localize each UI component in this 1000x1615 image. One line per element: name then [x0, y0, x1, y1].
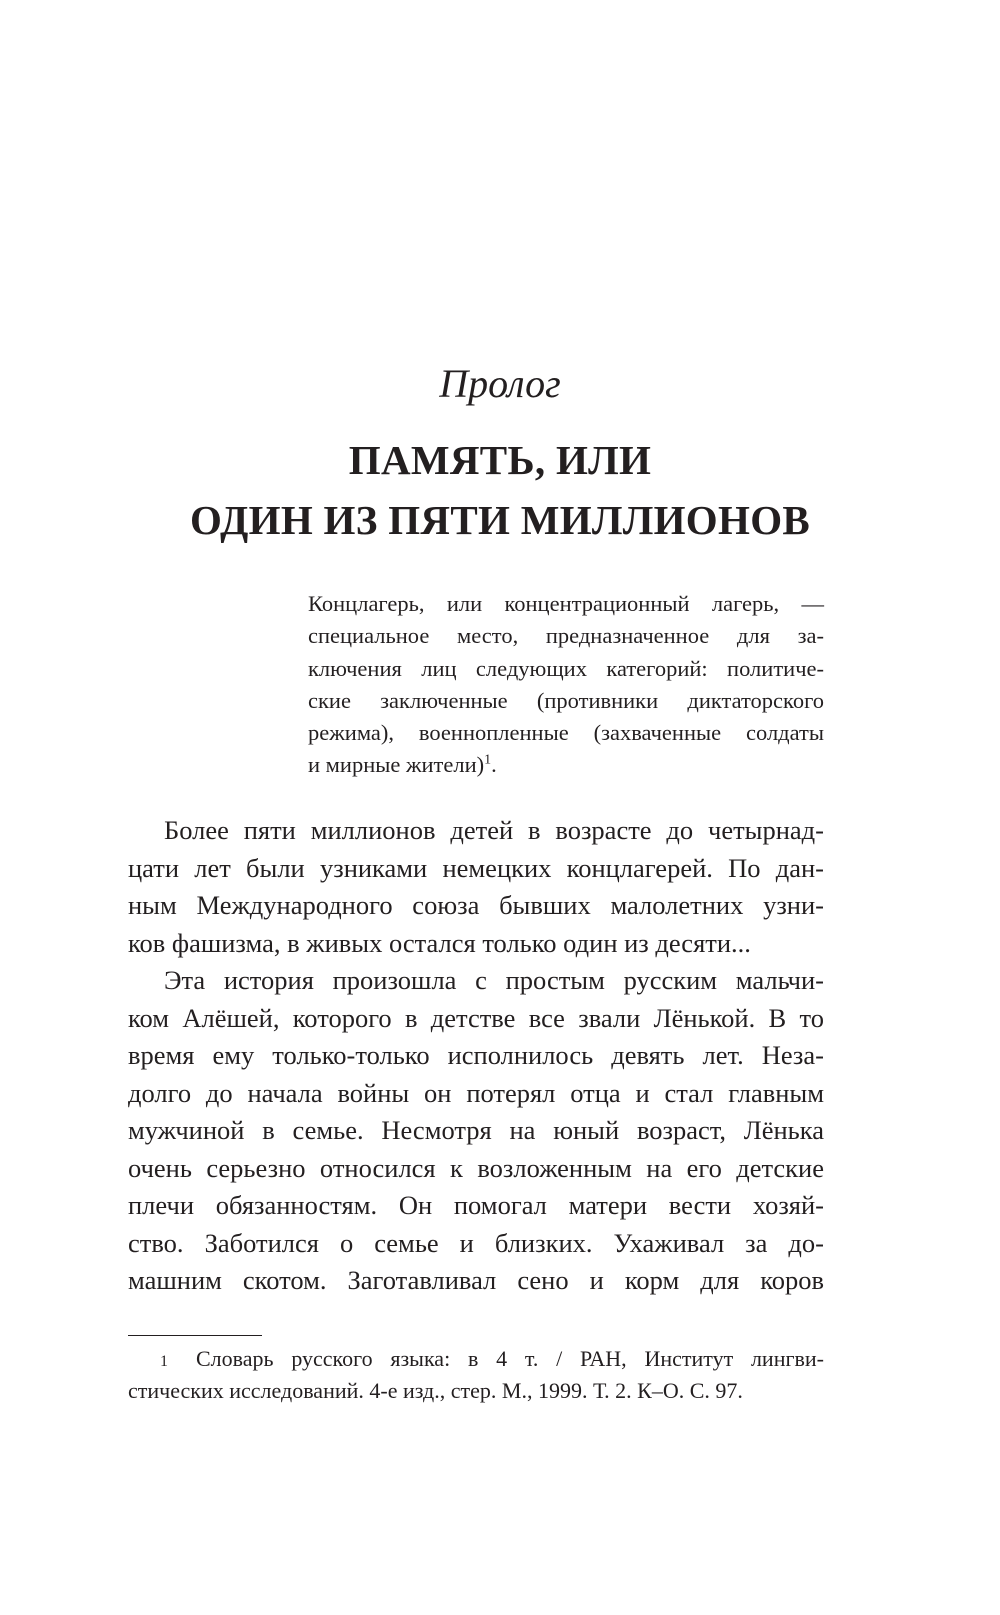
footnote-divider: [128, 1335, 262, 1336]
chapter-title-line: ПАМЯТЬ, ИЛИ: [348, 437, 652, 483]
epigraph-line: ключения лиц следующих категорий: политиче-: [308, 655, 824, 681]
footnote: [128, 1343, 824, 1406]
body-line: Более пяти миллионов детей в возрасте до четырнад-: [164, 815, 824, 845]
body-line: ков фашизма, в живых остался только один из десяти...: [128, 927, 751, 958]
epigraph-line: специальное место, предназначенное для за-: [308, 623, 824, 649]
body-line: ным Международного союза бывших малолетних узни-: [128, 890, 824, 920]
body-text: [128, 812, 824, 1300]
chapter-kicker: Пролог: [439, 361, 561, 406]
epigraph-line: Концлагерь, или концентрационный лагерь, —: [308, 591, 824, 616]
epigraph-line-text: и мирные жители): [308, 752, 485, 778]
body-line: цати лет были узниками немецких концлагерей. По дан-: [128, 852, 824, 883]
footnote-reference[interactable]: 1: [484, 752, 492, 768]
epigraph-end-punct: .: [491, 752, 497, 778]
footnote-first-line: [128, 1343, 824, 1375]
body-line: Эта история произошла с простым русским мальчи-: [164, 965, 824, 995]
body-line: мужчиной в семье. Несмотря на юный возраст, Лёнька: [128, 1115, 824, 1145]
epigraph-line: режима), военнопленные (захваченные солдаты: [308, 720, 824, 746]
epigraph-last-line: [308, 749, 824, 781]
body-line: машним скотом. Заготавливал сено и корм для коров: [128, 1265, 824, 1295]
body-line: плечи обязанностям. Он помогал матери вести хозяй-: [128, 1190, 824, 1220]
footnote-line: стических исследований. 4-е изд., стер. М., 1999. Т. 2. К–О. С. 97.: [128, 1378, 743, 1403]
chapter-title: [0, 430, 1000, 550]
epigraph: [308, 588, 824, 782]
footnote-number: 1: [160, 1353, 168, 1370]
body-line: ком Алёшей, которого в детстве все звали Лёнькой. В то: [128, 1002, 824, 1033]
chapter-title-line: ОДИН ИЗ ПЯТИ МИЛЛИОНОВ: [189, 497, 811, 543]
body-line: очень серьезно относился к возложенным на его детские: [128, 1152, 824, 1183]
footnote-line: Словарь русского языка: в 4 т. / РАН, Институт лингви-: [196, 1346, 824, 1371]
body-line: долго до начала войны он потерял отца и стал главным: [128, 1077, 824, 1108]
body-line: ство. Заботился о семье и близких. Ухаживал за до-: [128, 1227, 824, 1258]
epigraph-line: ские заключенные (противники диктаторского: [308, 687, 824, 713]
body-line: время ему только-только исполнилось девять лет. Неза-: [128, 1040, 824, 1070]
